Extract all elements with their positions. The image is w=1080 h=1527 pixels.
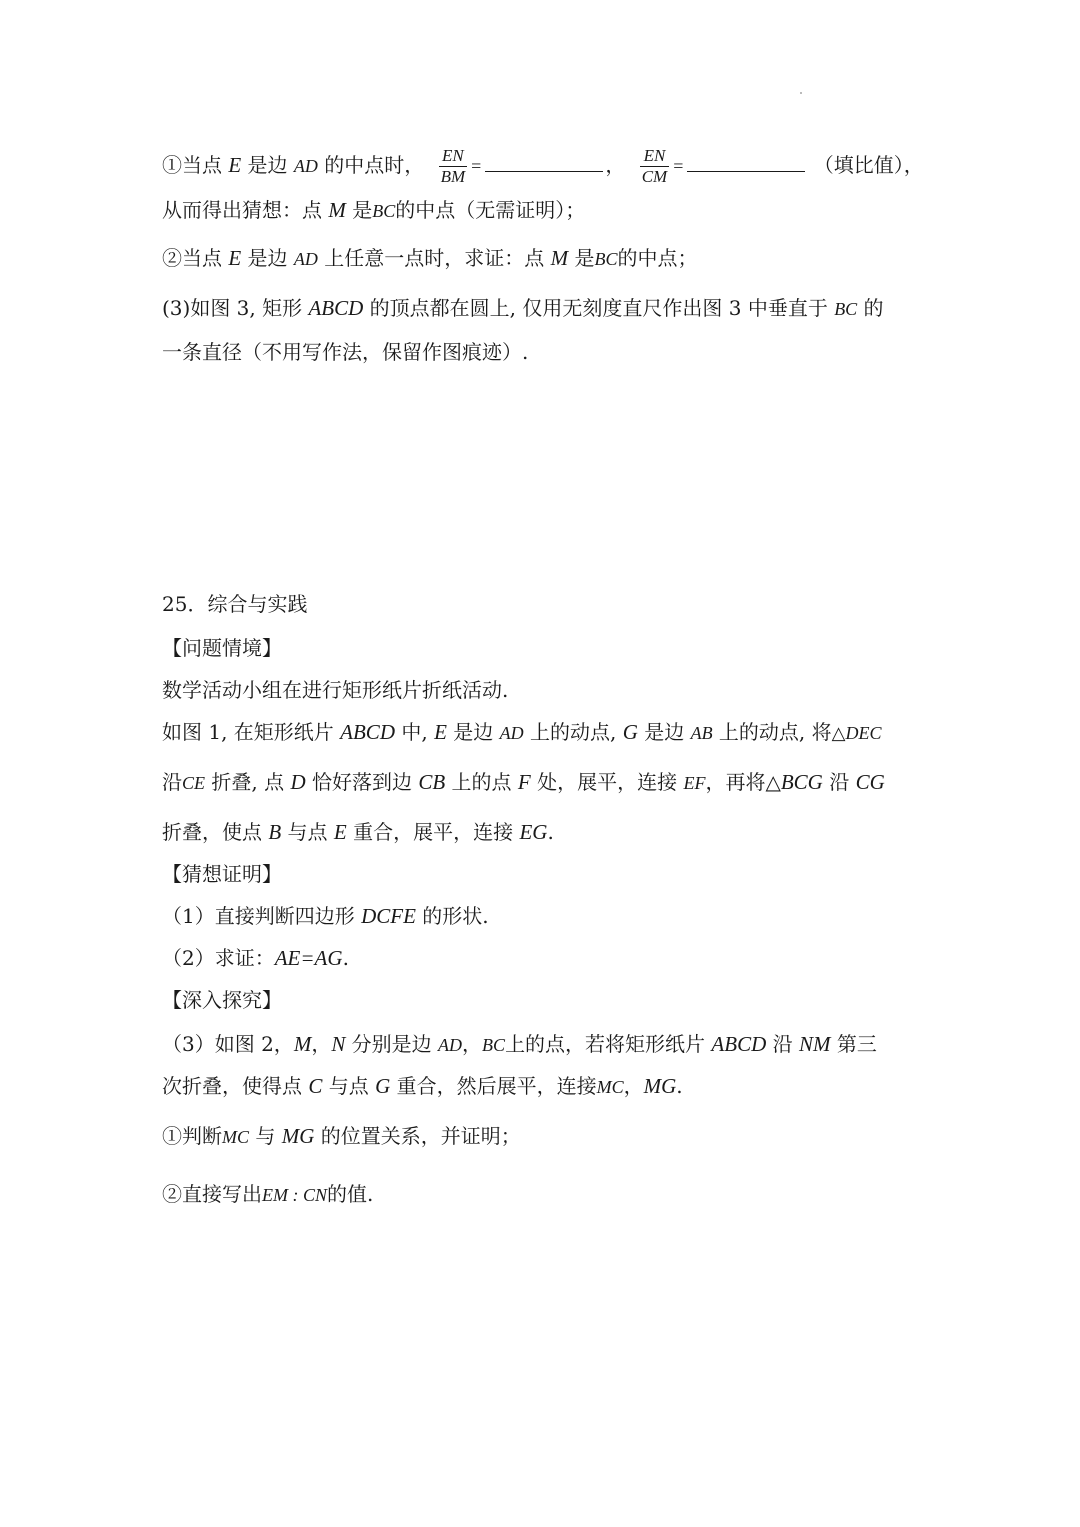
answer-blank-2[interactable] [687,151,805,172]
explore-q3-part-1: ①判断MC 与 MG 的位置关系，并证明； [162,1124,521,1148]
question-3-line-2: 一条直径（不用写作法，保留作图痕迹）. [162,340,529,364]
heading-deep-exploration: 【深入探究】 [162,988,282,1012]
situation-line-4: 折叠，使点 B 与点 E 重合，展平，连接 EG. [162,820,554,844]
question-25-title: 25．综合与实践 [162,592,308,616]
heading-conjecture-proof: 【猜想证明】 [162,862,282,886]
conjecture-q2: （2）求证：AE=AG. [162,946,349,970]
question-2-2-line: ②当点 E 是边 AD 上任意一点时，求证：点 M 是BC的中点； [162,246,698,270]
explore-q3-line-2: 次折叠，使得点 C 与点 G 重合，然后展平，连接MC，MG. [162,1074,683,1098]
question-3-line-1: (3)如图 3, 矩形 ABCD 的顶点都在圆上, 仅用无刻度直尺作出图 3 中垂直于 BC 的 [162,296,884,320]
answer-blank-1[interactable] [485,151,603,172]
conjecture-line: 从而得出猜想：点 M 是BC的中点（无需证明）； [162,198,586,222]
fraction-en-bm: $\frac{EN}{BM}$ [440,146,466,186]
fraction-en-cm: $\frac{EN}{CM}$ [641,146,668,186]
conjecture-q1: （1）直接判断四边形 DCFE 的形状. [162,904,489,928]
heading-problem-situation: 【问题情境】 [162,636,282,660]
explore-q3-part-2: ②直接写出EM : CN的值. [162,1182,374,1206]
question-2-1-line: ①当点 E 是边 AD 的中点时， $\frac{EN}{BM}$ = ， $\frac{EN}{CM}$ = （填比值）， [162,146,924,186]
situation-line-3: 沿CE 折叠, 点 D 恰好落到边 CB 上的点 F 处，展平，连接 EF，再将△BCG 沿 CG [162,770,885,794]
situation-line-1: 数学活动小组在进行矩形纸片折纸活动. [162,678,509,702]
explore-q3-line-1: （3）如图 2，M，N 分别是边 AD，BC上的点，若将矩形纸片 ABCD 沿 NM 第三 [162,1032,877,1056]
scan-speck [800,92,802,94]
situation-line-2: 如图 1, 在矩形纸片 ABCD 中, E 是边 AD 上的动点, G 是边 AB 上的动点, 将△DEC [162,720,882,744]
